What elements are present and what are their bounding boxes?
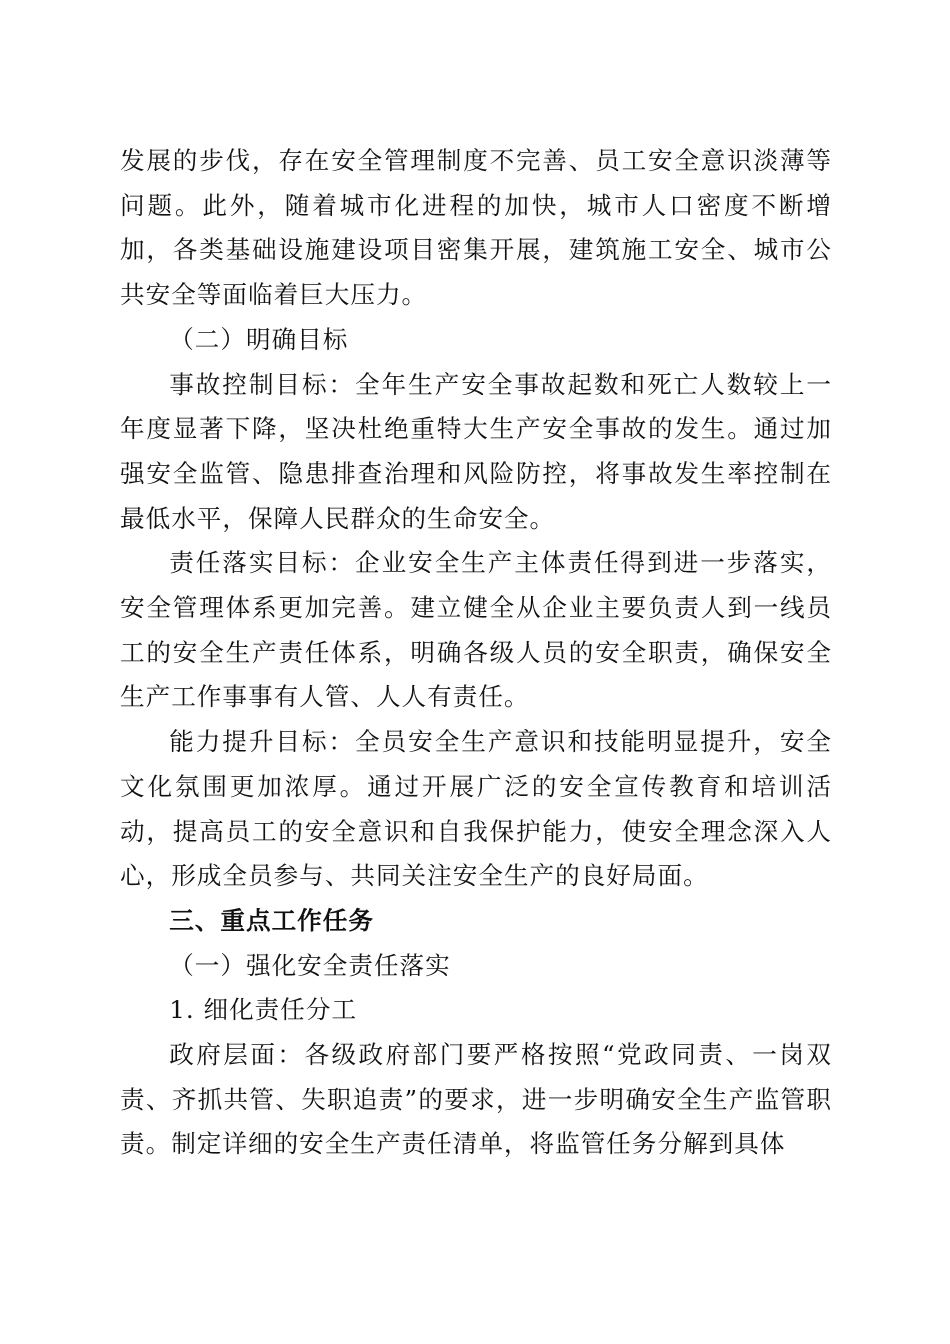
section-heading-key-tasks: 三、重点工作任务 (169, 905, 374, 935)
paragraph-capability-goal: 能力提升目标：全员安全生产意识和技能明显提升，安全文化氛围更加浓厚。通过开展广泛的安全宣传教育和培训活动，提高员工的安全意识和自我保护能力，使安全理念深入人心，形成全员参与、共同关注安全生产的良好局面。 (120, 727, 832, 891)
paragraph-background: 发展的步伐，存在安全管理制度不完善、员工安全意识淡薄等问题。此外，随着城市化进程的加快，城市人口密度不断增加，各类基础设施建设项目密集开展，建筑施工安全、城市公共安全等面临着巨大压力。 (120, 146, 832, 310)
document-page (120, 139, 832, 1167)
item-refine-division: 1. 细化责任分工 (169, 995, 358, 1025)
subheading-strengthen-responsibility: （一）强化安全责任落实 (169, 950, 451, 980)
paragraph-government-level: 政府层面：各级政府部门要严格按照“党政同责、一岗双责、齐抓共管、失职追责”的要求，进一步明确安全生产监管职责。制定详细的安全生产责任清单，将监管任务分解到具体 (120, 1040, 832, 1159)
paragraph-responsibility-goal: 责任落实目标：企业安全生产主体责任得到进一步落实，安全管理体系更加完善。建立健全从企业主要负责人到一线员工的安全生产责任体系，明确各级人员的安全职责，确保安全生产工作事事有人管、人人有责任。 (120, 548, 832, 712)
subheading-clear-goals: （二）明确目标 (169, 324, 349, 354)
paragraph-accident-control-goal: 事故控制目标：全年生产安全事故起数和死亡人数较上一年度显著下降，坚决杜绝重特大生产安全事故的发生。通过加强安全监管、隐患排查治理和风险防控，将事故发生率控制在最低水平，保障人民群众的生命安全。 (120, 369, 832, 533)
